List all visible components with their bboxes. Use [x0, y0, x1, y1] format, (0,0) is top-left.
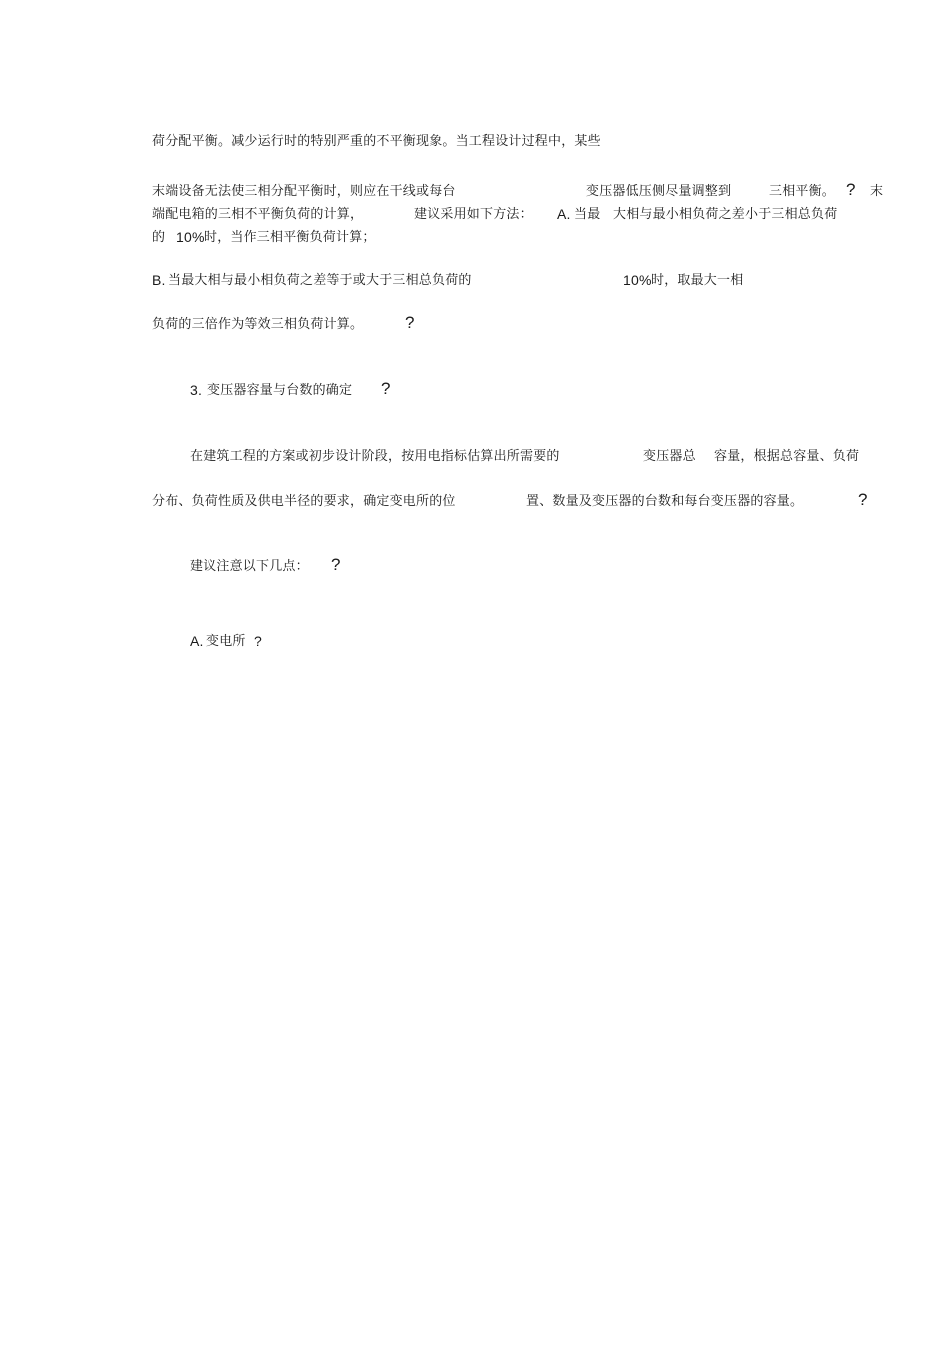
- text-fragment: 置、数量及变压器的台数和每台变压器的容量。: [526, 494, 804, 509]
- text-fragment: 时，当作三相平衡负荷计算；: [204, 230, 376, 245]
- text-fragment: 变压器低压侧尽量调整到: [586, 184, 732, 199]
- text-fragment: 变电所: [206, 634, 246, 649]
- question-mark-glyph: ?: [331, 555, 341, 574]
- question-mark-glyph: ?: [254, 633, 262, 649]
- text-fragment: 容量，根据总容量、负荷: [714, 449, 860, 464]
- text-fragment: 建议采用如下方法：: [414, 207, 533, 222]
- text-fragment: 末: [870, 184, 884, 199]
- text-fragment: 的: [152, 230, 166, 245]
- text-fragment: 大相与最小相负荷之差小于三相总负荷: [613, 207, 838, 222]
- text-line: 建议注意以下几点：: [190, 559, 309, 574]
- text-line: 当最大相与最小相负荷之差等于或大于三相总负荷的: [168, 273, 472, 288]
- section-heading: 变压器容量与台数的确定: [207, 383, 353, 398]
- text-line: 荷分配平衡。减少运行时的特别严重的不平衡现象。当工程设计过程中，某些: [152, 134, 601, 149]
- text-fragment: 当最: [574, 207, 601, 222]
- text-line: 在建筑工程的方案或初步设计阶段，按用电指标估算出所需要的: [190, 449, 560, 464]
- percent-value: 10%: [623, 272, 652, 288]
- question-mark-glyph: ?: [381, 379, 391, 398]
- text-line: 负荷的三倍作为等效三相负荷计算。: [152, 317, 364, 332]
- question-mark-glyph: ?: [405, 313, 415, 332]
- text-line: 末端设备无法使三相分配平衡时，则应在干线或每台: [152, 184, 456, 199]
- text-fragment: 三相平衡。: [769, 184, 836, 199]
- item-marker: B.: [152, 272, 166, 288]
- text-fragment: 变压器总: [643, 449, 696, 464]
- percent-value: 10%: [176, 229, 205, 245]
- item-marker: A.: [557, 206, 571, 222]
- text-line: 端配电箱的三相不平衡负荷的计算，: [152, 207, 364, 222]
- item-marker: A.: [190, 633, 204, 649]
- text-fragment: 时，取最大一相: [651, 273, 744, 288]
- question-mark-glyph: ?: [858, 490, 868, 509]
- text-line: 分布、负荷性质及供电半径的要求，确定变电所的位: [152, 494, 456, 509]
- question-mark-glyph: ?: [846, 180, 856, 199]
- section-number: 3.: [190, 382, 203, 398]
